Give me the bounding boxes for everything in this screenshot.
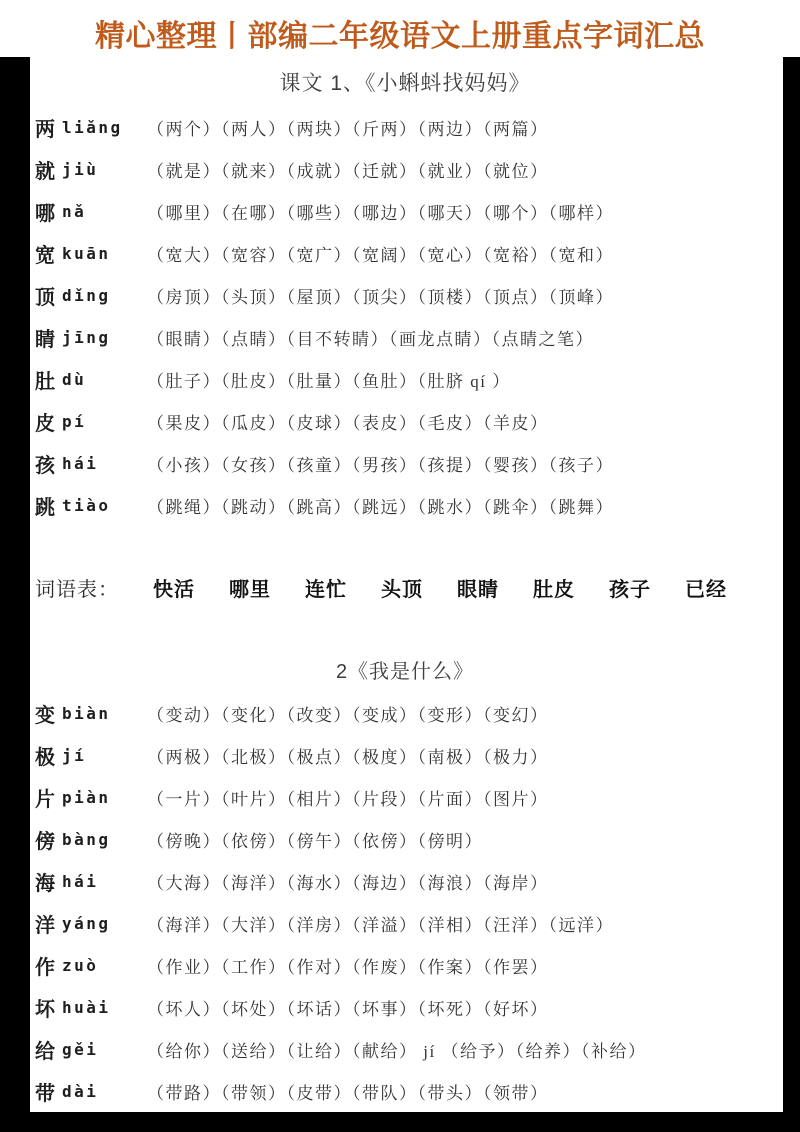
word-list-label: 词语表： [35,578,119,601]
vocab-row [35,316,775,358]
pinyin: tiào [62,495,111,515]
vocab-row [35,148,775,190]
vocab-row [35,190,775,232]
word-examples: （给你）（送给）（让给）（献给） jí （给予）（给养）（补给） [147,1041,647,1061]
row-label [35,825,147,854]
head-character: 傍 [35,830,55,853]
pinyin: gěi [62,1039,99,1059]
vocab-row [35,484,775,526]
head-character: 宽 [35,244,55,267]
section-1-heading: 课文 1、《小蝌蚪找妈妈》 [279,72,531,95]
document-title: 精心整理丨部编二年级语文上册重点字词汇总 [95,20,705,53]
vocab-row [35,1070,775,1112]
head-character: 极 [35,746,55,769]
head-character: 带 [35,1082,55,1105]
pinyin: piàn [62,787,111,807]
row-label [35,993,147,1022]
section-2-rows [35,692,775,1112]
word-examples: （作业）（工作）（作对）（作废）（作案）（作罢） [147,957,549,977]
word-examples: （两极）（北极）（极点）（极度）（南极）（极力） [147,747,549,767]
pinyin: bàng [62,829,111,849]
head-character: 孩 [35,454,55,477]
row-label [35,449,147,478]
word-list-item: 已经 [685,578,727,601]
row-label [35,867,147,896]
word-list-item: 头顶 [381,578,423,601]
word-list-item: 肚皮 [533,578,575,601]
row-label [35,909,147,938]
word-examples: （房顶）（头顶）（屋顶）（顶尖）（顶楼）（顶点）（顶峰） [147,287,614,307]
vocab-row [35,232,775,274]
word-examples: （一片）（叶片）（相片）（片段）（片面）（图片） [147,789,549,809]
word-examples: （眼睛）（点睛）（目不转睛）（画龙点睛）（点睛之笔） [147,329,594,349]
section-2-heading: 2《我是什么》 [335,661,475,683]
row-label [35,1077,147,1106]
vocab-row [35,818,775,860]
row-label [35,155,147,184]
row-label [35,113,147,142]
head-character: 顶 [35,286,55,309]
row-label [35,407,147,436]
page-frame [0,57,800,1132]
pinyin: jīng [62,327,111,347]
word-examples: （果皮）（瓜皮）（皮球）（表皮）（毛皮）（羊皮） [147,413,549,433]
vocab-row [35,902,775,944]
row-label [35,783,147,812]
word-examples: （带路）（带领）（皮带）（带队）（带头）（领带） [147,1083,549,1103]
pinyin: kuān [62,243,111,263]
head-character: 肚 [35,370,55,393]
word-examples: （就是）（就来）（成就）（迁就）（就业）（就位） [147,161,549,181]
pinyin: biàn [62,703,111,723]
pinyin: dǐng [62,285,111,305]
pinyin: hái [62,871,99,891]
vocab-row [35,106,775,148]
head-character: 洋 [35,914,55,937]
head-character: 坏 [35,998,55,1021]
vocab-row [35,944,775,986]
row-label [35,365,147,394]
head-character: 两 [35,118,55,141]
row-label [35,197,147,226]
pinyin: nǎ [62,201,87,221]
pinyin: hái [62,453,99,473]
pinyin: dù [62,369,87,389]
vocab-row [35,274,775,316]
head-character: 哪 [35,202,55,225]
vocab-row [35,358,775,400]
word-list-item: 眼睛 [457,578,499,601]
word-examples: （哪里）（在哪）（哪些）（哪边）（哪天）（哪个）（哪样） [147,203,614,223]
word-list-item: 连忙 [305,578,347,601]
word-list [35,572,775,602]
pinyin: dài [62,1081,99,1101]
vocab-row [35,860,775,902]
head-character: 就 [35,160,55,183]
title-bar [0,0,800,57]
row-label [35,699,147,728]
head-character: 变 [35,704,55,727]
word-examples: （变动）（变化）（改变）（变成）（变形）（变幻） [147,705,549,725]
pinyin: jí [62,745,87,765]
word-list-item: 快活 [153,578,195,601]
row-label [35,491,147,520]
pinyin: huài [62,997,111,1017]
vocab-row [35,734,775,776]
pinyin: jiù [62,159,99,179]
pinyin: pí [62,411,87,431]
vocab-row [35,442,775,484]
word-list-item: 哪里 [229,578,271,601]
document-page [30,57,783,1112]
pinyin: liǎng [62,117,123,137]
vocab-row [35,1028,775,1070]
word-list-item: 孩子 [609,578,651,601]
head-character: 作 [35,956,55,979]
head-character: 跳 [35,496,55,519]
word-examples: （坏人）（坏处）（坏话）（坏事）（坏死）（好坏） [147,999,549,1019]
pinyin: yáng [62,913,111,933]
row-label [35,239,147,268]
vocab-row [35,986,775,1028]
word-examples: （傍晚）（依傍）（傍午）（依傍）（傍明） [147,831,483,851]
head-character: 给 [35,1040,55,1063]
head-character: 海 [35,872,55,895]
word-examples: （海洋）（大洋）（洋房）（洋溢）（洋相）（汪洋）（远洋） [147,915,614,935]
word-examples: （宽大）（宽容）（宽广）（宽阔）（宽心）（宽裕）（宽和） [147,245,614,265]
vocab-row [35,400,775,442]
word-examples: （跳绳）（跳动）（跳高）（跳远）（跳水）（跳伞）（跳舞） [147,497,614,517]
vocab-row [35,692,775,734]
word-examples: （小孩）（女孩）（孩童）（男孩）（孩提）（婴孩）（孩子） [147,455,614,475]
row-label [35,741,147,770]
word-examples: （两个）（两人）（两块）（斤两）（两边）（两篇） [147,119,549,139]
word-examples: （肚子）（肚皮）（肚量）（鱼肚）（肚脐 qí ） [147,371,511,391]
word-examples: （大海）（海洋）（海水）（海边）（海浪）（海岸） [147,873,549,893]
row-label [35,1035,147,1064]
row-label [35,323,147,352]
pinyin: zuò [62,955,99,975]
row-label [35,951,147,980]
head-character: 皮 [35,412,55,435]
head-character: 睛 [35,328,55,351]
vocab-row [35,776,775,818]
head-character: 片 [35,788,55,811]
row-label [35,281,147,310]
section-1-rows [35,106,775,526]
